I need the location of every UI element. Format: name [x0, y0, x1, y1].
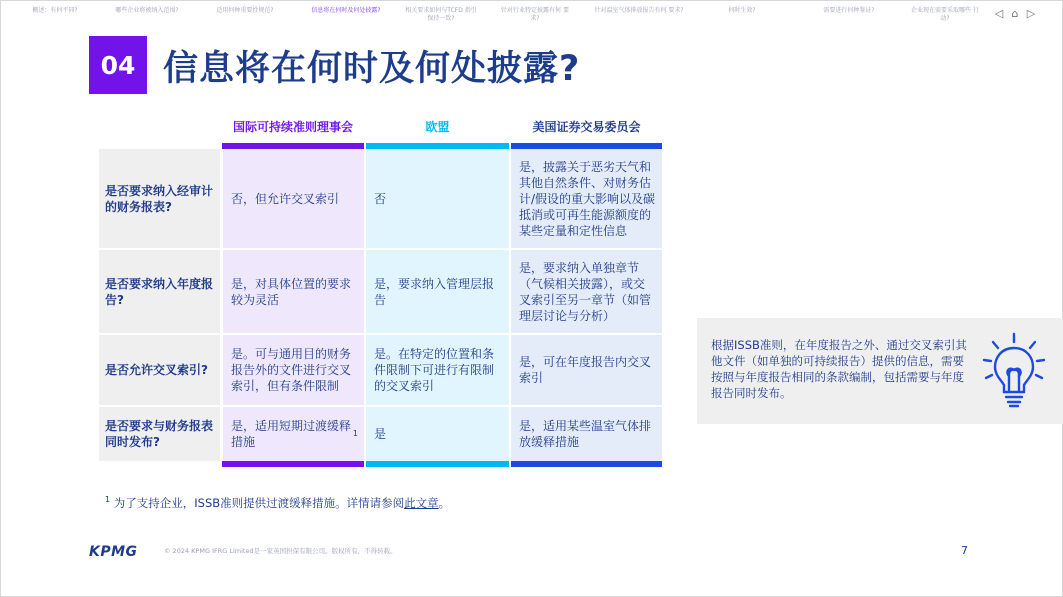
- row-label: 是否允许交叉索引?: [99, 335, 220, 405]
- column-header-eu: 欧盟: [425, 120, 450, 134]
- row-label: 是否要求与财务报表同时发布?: [99, 407, 220, 461]
- page-number: 7: [961, 544, 968, 557]
- table-cell: 是，要求纳入单独章节（气候相关披露），或交叉索引至另一章节（如管理层讨论与分析）: [511, 250, 662, 333]
- info-box: [697, 318, 1063, 424]
- cell-text: 是，适用短期过渡缓释措施: [231, 419, 352, 449]
- top-navigation: [11, 7, 991, 29]
- nav-item-effective-date[interactable]: 何时生效?: [728, 7, 756, 14]
- footnote-end: 。: [438, 496, 451, 510]
- lightbulb-icon: [979, 332, 1049, 410]
- prev-icon[interactable]: ◁: [994, 7, 1004, 20]
- column-bottom-bar-issb: [222, 461, 364, 467]
- column-bottom-bar-eu: [366, 461, 509, 467]
- nav-item-scope[interactable]: 哪些企业将被纳入范围?: [115, 7, 179, 14]
- nav-item-disclosure-timing[interactable]: 信息将在何时及何处披露?: [311, 7, 381, 14]
- column-header-issb: 国际可持续准则理事会: [232, 120, 353, 134]
- table-cell: 是，要求纳入管理层报告: [366, 250, 509, 333]
- table-cell: 否，但允许交叉索引: [222, 149, 364, 248]
- row-label: 是否要求纳入年度报告?: [99, 250, 220, 333]
- nav-item-materiality[interactable]: 适用何种重要性规范?: [216, 7, 274, 14]
- table-cell: 是，对具体位置的要求较为灵活: [222, 250, 364, 333]
- column-header-sec: 美国证券交易委员会: [532, 120, 641, 134]
- nav-item-assurance[interactable]: 需要进行何种鉴证?: [823, 7, 875, 14]
- section-number-badge: 04: [89, 36, 147, 94]
- table-cell: 是。在特定的位置和条件限制下可进行有限制的交叉索引: [366, 335, 509, 405]
- column-bottom-bar-sec: [511, 461, 662, 467]
- table-cell: 是。可与通用目的财务报告外的文件进行交叉索引，但有条件限制: [222, 335, 364, 405]
- article-link[interactable]: 此文章: [404, 496, 439, 510]
- nav-item-actions[interactable]: 企业现在需要采取哪些 行动?: [911, 7, 979, 22]
- table-cell: 是: [366, 407, 509, 461]
- info-text: 根据ISSB准则，在年度报告之外、通过交叉索引其他文件（如单独的可持续报告）提供的信息，需要按照与年度报告相同的条款编制，包括需要与年度报告同时发布。: [711, 338, 967, 400]
- nav-item-tcfd[interactable]: 相关要求如何与TCFD 指引保持一致?: [405, 7, 477, 22]
- row-label: 是否要求纳入经审计的财务报表?: [99, 149, 220, 248]
- next-icon[interactable]: ▷: [1026, 7, 1036, 20]
- nav-item-ghg[interactable]: 针对温室气体排放报告有何 要求?: [594, 7, 684, 14]
- footnote: [105, 495, 450, 511]
- table-cell: 是，适用短期过渡缓释措施 1: [222, 407, 364, 461]
- nav-item-overview[interactable]: 概述：有何不同?: [32, 7, 78, 14]
- footnote-text: 为了支持企业，ISSB准则提供过渡缓释措施。详情请参阅: [113, 496, 405, 510]
- nav-controls: [992, 7, 1038, 21]
- kpmg-logo: KPMG: [89, 544, 138, 560]
- footnote-number: 1: [105, 495, 111, 505]
- table-cell: 是，可在年度报告内交叉索引: [511, 335, 662, 405]
- page-title: 信息将在何时及何处披露?: [163, 49, 581, 89]
- table-cell: 是，披露关于恶劣天气和其他自然条件、对财务估计/假设的重大影响以及碳抵消或可再生能源额度的某些定量和定性信息: [511, 149, 662, 248]
- table-cell: 否: [366, 149, 509, 248]
- table-cell: 是，适用某些温室气体排放缓释措施: [511, 407, 662, 461]
- copyright: © 2024 KPMG IFRG Limited是一家英国担保有限公司。版权所有，不得转载。: [164, 547, 397, 555]
- nav-item-industry[interactable]: 针对行业特定披露有何 要求?: [501, 7, 569, 22]
- home-icon[interactable]: ⌂: [1011, 7, 1019, 20]
